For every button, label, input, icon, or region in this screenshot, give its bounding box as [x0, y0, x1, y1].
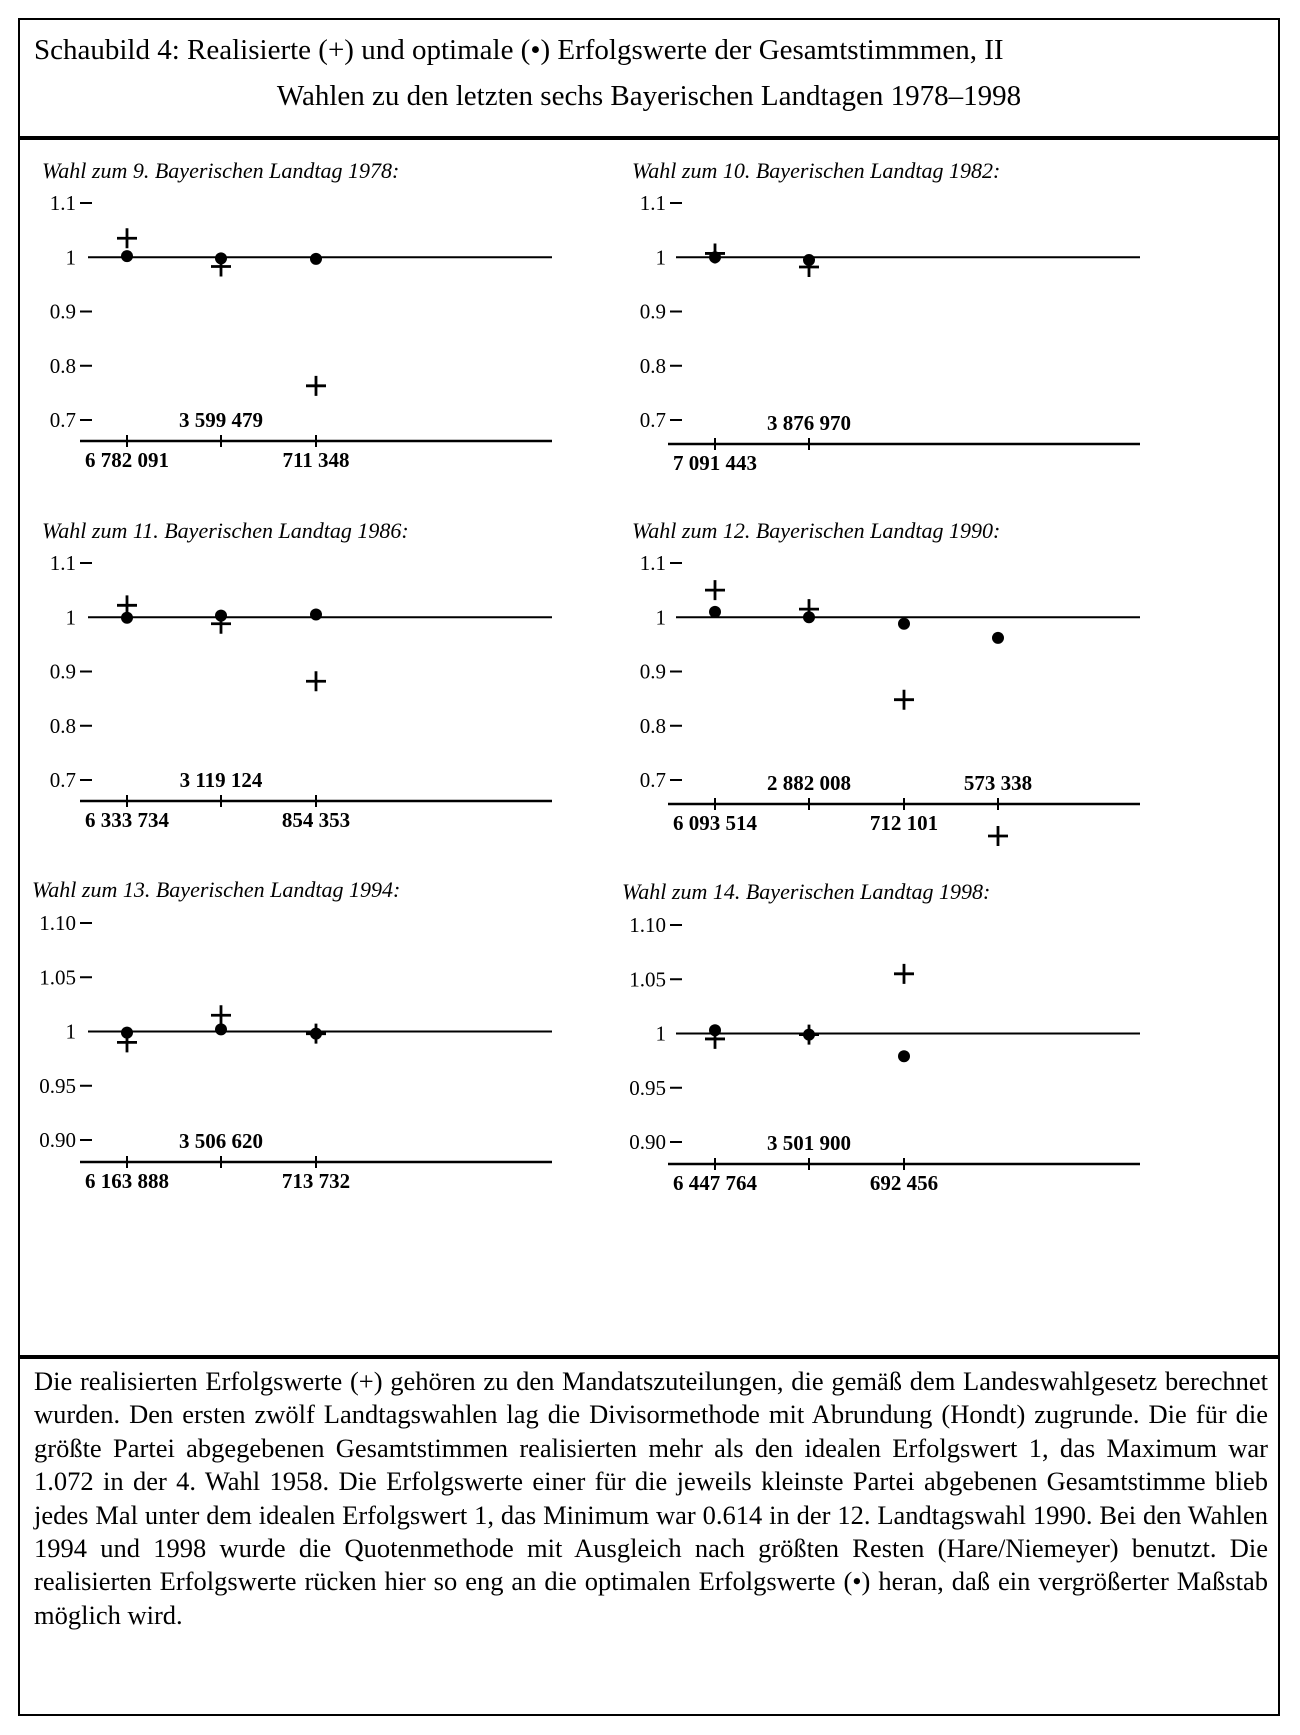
votes-label: 3 506 620	[179, 1129, 263, 1153]
y-tick-label: 1	[65, 1019, 76, 1044]
realized-point	[705, 580, 725, 600]
optimal-point	[310, 609, 322, 621]
y-tick-label: 1	[65, 605, 76, 630]
y-tick-label: 0.8	[49, 353, 76, 378]
y-tick-label: 1.05	[629, 967, 666, 992]
y-tick-label: 1	[655, 1021, 666, 1046]
y-tick-label: 1	[65, 245, 76, 270]
realized-point	[799, 1025, 819, 1045]
realized-point	[117, 1032, 137, 1052]
optimal-point	[992, 632, 1004, 644]
votes-label: 7 091 443	[673, 451, 757, 475]
optimal-point	[310, 253, 322, 265]
figure-frame	[18, 18, 1280, 1716]
caption-rule	[20, 1355, 1278, 1359]
votes-label: 3 119 124	[179, 768, 263, 792]
votes-label: 6 333 734	[85, 808, 169, 832]
votes-label: 711 348	[282, 448, 350, 472]
votes-label: 6 093 514	[673, 811, 757, 835]
realized-point	[306, 671, 326, 691]
chart-title: Wahl zum 13. Bayerischen Landtag 1994:	[32, 877, 401, 902]
y-tick-label: 1.1	[639, 551, 666, 575]
y-tick-label: 1	[655, 605, 666, 630]
realized-point	[306, 1024, 326, 1044]
figure-title-line-2: Wahlen zu den letzten sechs Bayerischen Landtagen 1978–1998	[276, 80, 1022, 112]
chart-title: Wahl zum 11. Bayerischen Landtag 1986:	[42, 518, 409, 543]
y-tick-label: 0.8	[49, 713, 76, 738]
chart-title: Wahl zum 9. Bayerischen Landtag 1978:	[42, 158, 400, 183]
y-tick-label: 1.10	[629, 913, 666, 937]
y-tick-label: 0.9	[49, 659, 76, 684]
y-tick-label: 0.9	[639, 299, 666, 324]
realized-point	[894, 690, 914, 710]
votes-label: 3 501 900	[767, 1131, 851, 1155]
y-tick-label: 0.90	[629, 1130, 666, 1154]
votes-label: 3 599 479	[179, 408, 263, 432]
y-tick-label: 0.7	[49, 768, 76, 792]
charts-grid	[20, 20, 1278, 1354]
realized-point	[211, 256, 231, 276]
y-tick-label: 0.8	[639, 353, 666, 378]
y-tick-label: 0.7	[49, 408, 76, 432]
figure-caption: Die realisierten Erfolgswerte (+) gehören zu den Mandatszuteilungen, die gemäß dem Landeswahlgesetz berechnet wurden. Den ersten zwölf Landtagswahlen lag die Divisormethode mit Abrundung (Hondt) zugrunde. Die für die größte Partei abgegebenen Gesamtstimmen realisierten mehr als den idealen Erfolgswert 1, das Maximum war 1.072 in der 4. Wahl 1958. Die Erfolgswerte einer für die jeweils kleinste Partei abgebenen Gesamtstimme blieb jedes Mal unter dem idealen Erfolgswert 1, das Minimum war 0.614 in der 12. Landtagswahl 1990. Bei den Wahlen 1994 und 1998 wurde die Quotenmethode mit Ausgleich nach größten Resten (Hare/Niemeyer) benutzt. Die realisierten Erfolgswerte rücken hier so eng an die optimalen Erfolgswerte (•) heran, daß ein vergrößerter Maßstab möglich wird.	[34, 1366, 1268, 1630]
realized-point	[894, 964, 914, 984]
chart-title: Wahl zum 14. Bayerischen Landtag 1998:	[622, 879, 991, 904]
realized-point	[117, 228, 137, 248]
y-tick-label: 1.05	[39, 965, 76, 990]
y-tick-label: 0.95	[629, 1075, 666, 1100]
y-tick-label: 1.1	[639, 191, 666, 215]
optimal-point	[121, 250, 133, 262]
votes-label: 6 782 091	[85, 448, 169, 472]
votes-label: 692 456	[869, 1171, 939, 1195]
figure-title-line-1: Schaubild 4: Realisierte (+) und optimale (•) Erfolgswerte der Gesamtstimmmen, II	[34, 34, 1004, 66]
y-tick-label: 0.95	[39, 1073, 76, 1098]
votes-label: 854 353	[281, 808, 351, 832]
y-tick-label: 1	[655, 245, 666, 270]
realized-point	[799, 257, 819, 277]
realized-point	[117, 595, 137, 615]
realized-point	[705, 1029, 725, 1049]
y-tick-label: 0.7	[639, 408, 666, 432]
y-tick-label: 1.10	[39, 911, 76, 935]
y-tick-label: 0.9	[49, 299, 76, 324]
y-tick-label: 0.7	[639, 768, 666, 792]
y-tick-label: 0.90	[39, 1128, 76, 1152]
realized-point	[799, 599, 819, 619]
y-tick-label: 1.1	[49, 551, 76, 575]
realized-point	[306, 376, 326, 396]
votes-label: 2 882 008	[767, 771, 851, 795]
votes-label: 3 876 970	[767, 411, 851, 435]
optimal-point	[898, 618, 910, 630]
y-tick-label: 0.8	[639, 713, 666, 738]
realized-point	[211, 1005, 231, 1025]
y-tick-label: 1.1	[49, 191, 76, 215]
chart-title: Wahl zum 12. Bayerischen Landtag 1990:	[632, 518, 1001, 543]
votes-label: 6 163 888	[85, 1169, 169, 1193]
realized-point	[988, 826, 1008, 846]
votes-label: 6 447 764	[673, 1171, 757, 1195]
y-tick-label: 0.9	[639, 659, 666, 684]
realized-point	[705, 243, 725, 263]
votes-label: 573 338	[963, 771, 1033, 795]
optimal-point	[709, 606, 721, 618]
votes-label: 712 101	[869, 811, 939, 835]
votes-label: 713 732	[281, 1169, 351, 1193]
optimal-point	[898, 1050, 910, 1062]
chart-title: Wahl zum 10. Bayerischen Landtag 1982:	[632, 158, 1001, 183]
